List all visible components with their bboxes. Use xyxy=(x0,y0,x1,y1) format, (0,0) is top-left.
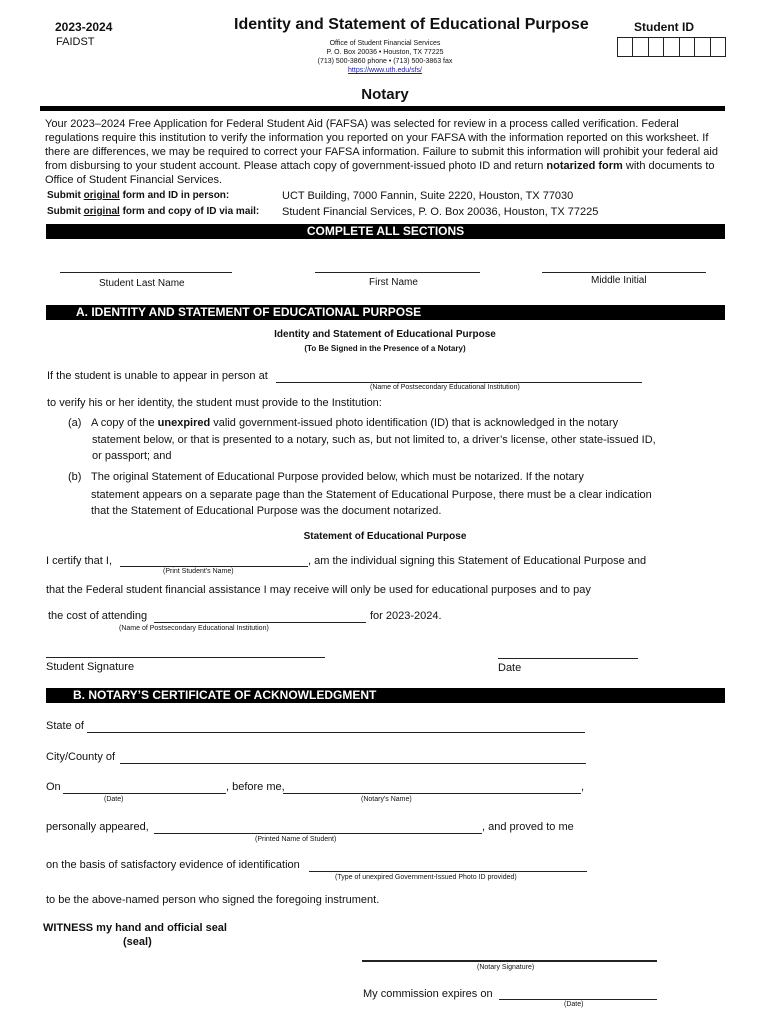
complete-all-sections-bar: COMPLETE ALL SECTIONS xyxy=(46,224,725,239)
submit-via-mail-label xyxy=(47,206,259,217)
student-signature-label: Student Signature xyxy=(46,661,135,673)
submit-via-mail-a: Submit xyxy=(47,206,84,217)
item-a-line1-post: valid government-issued photo identification (ID) that is acknowledged in the notary xyxy=(210,417,619,429)
seal-text: (seal) xyxy=(123,936,152,948)
certify-pre-text: I certify that I, xyxy=(46,555,113,567)
office-address: P. O. Box 20036 • Houston, TX 77225 xyxy=(326,49,444,56)
above-named-text: to be the above-named person who signed the foregoing instrument. xyxy=(46,894,380,906)
on-label: On xyxy=(46,781,61,793)
cost-year-text: for 2023-2024. xyxy=(370,610,442,622)
print-name-caption: (Print Student's Name) xyxy=(163,568,234,575)
submit-in-person-b: form and ID in person: xyxy=(119,190,230,201)
middle-initial-field[interactable] xyxy=(542,272,706,273)
item-b-line3: that the Statement of Educational Purpose was the document notarized. xyxy=(91,505,442,517)
notary-date-caption: (Date) xyxy=(104,796,124,803)
intro-text-post: with documents to Office of Student Financial Services. xyxy=(45,160,715,186)
office-url-link[interactable]: https://www.uth.edu/sfs/ xyxy=(348,67,422,74)
item-b-line1: The original Statement of Educational Purpose provided below, which must be notarized. If the notary xyxy=(91,471,584,483)
photo-id-type-field[interactable] xyxy=(309,871,587,872)
photo-id-type-caption: (Type of unexpired Government-Issued Photo ID provided) xyxy=(335,874,517,881)
cost-of-attending-text: the cost of attending xyxy=(48,610,148,622)
item-a-line2: statement below, or that is presented to a notary, such as, but not limited to, a driver’s license, other state-issued ID, xyxy=(92,434,656,446)
intro-text-pre: Your 2023–2024 Free Application for Federal Student Aid (FAFSA) was selected for review in a process called verification. Federal regulations require this institution to verify the information you reported on your FAFSA with the information reported on this worksheet. If there are differences, we may be required to correct your FAFSA information. Failure to submit this information will prohibit your federal aid from disbursing to your student account. Please attach copy of government-issued photo ID and return xyxy=(45,118,718,172)
notary-signature-field[interactable] xyxy=(362,960,657,962)
header-divider xyxy=(40,106,725,111)
form-code: FAIDST xyxy=(56,36,95,48)
certify-post-text: , am the individual signing this Statement of Educational Purpose and xyxy=(308,555,647,567)
item-a-line3: or passport; and xyxy=(92,450,172,462)
before-me-text: , before me, xyxy=(226,781,285,793)
financial-purpose-text: that the Federal student financial assistance I may receive will only be used for educational purposes and to pay xyxy=(46,584,591,596)
item-a-line1-bold: unexpired xyxy=(157,417,211,429)
office-url-wrap xyxy=(0,67,770,74)
item-b-label: (b) xyxy=(68,471,82,483)
notary-subtitle: Notary xyxy=(361,86,409,103)
student-date-field[interactable] xyxy=(498,658,638,659)
state-of-label: State of xyxy=(46,720,84,732)
item-a-line1 xyxy=(91,417,618,429)
notary-date-field[interactable] xyxy=(63,793,226,794)
student-id-label: Student ID xyxy=(634,20,694,34)
personally-appeared-text: personally appeared, xyxy=(46,821,149,833)
submit-via-mail-u: original xyxy=(83,206,120,217)
submit-in-person-a: Submit xyxy=(47,190,84,201)
commission-expires-text: My commission expires on xyxy=(363,988,493,1000)
witness-text: WITNESS my hand and official seal xyxy=(43,922,227,934)
notary-name-field[interactable] xyxy=(283,793,581,794)
submit-in-person-u: original xyxy=(83,190,120,201)
office-phone: (713) 500-3860 phone • (713) 500-3863 fax xyxy=(317,58,453,65)
middle-initial-label: Middle Initial xyxy=(591,275,647,286)
intro-paragraph xyxy=(45,117,725,187)
submit-in-person-address: UCT Building, 7000 Fannin, Suite 2220, Houston, TX 77030 xyxy=(282,190,574,202)
printed-student-name-field[interactable] xyxy=(154,833,482,834)
proved-to-me-text: , and proved to me xyxy=(482,821,574,833)
item-b-line2: statement appears on a separate page than the Statement of Educational Purpose, there must be a clear indication xyxy=(91,489,652,501)
notary-signature-caption: (Notary Signature) xyxy=(477,964,535,971)
student-date-label: Date xyxy=(498,662,522,674)
item-a-line1-pre: A copy of the xyxy=(91,417,158,429)
section-a-heading: A. IDENTITY AND STATEMENT OF EDUCATIONAL PURPOSE xyxy=(46,305,725,320)
intro-text-bold: notarized form xyxy=(546,160,623,172)
verify-identity-text: to verify his or her identity, the student must provide to the Institution: xyxy=(47,397,382,409)
first-name-label: First Name xyxy=(369,277,418,288)
before-me-comma: , xyxy=(581,781,585,793)
notary-name-caption: (Notary's Name) xyxy=(361,796,412,803)
cost-institution-field[interactable] xyxy=(154,622,366,623)
submit-via-mail-b: form and copy of ID via mail: xyxy=(119,206,260,217)
office-name: Office of Student Financial Services xyxy=(329,40,441,47)
section-b-heading: B. NOTARY’S CERTIFICATE OF ACKNOWLEDGMENT xyxy=(46,688,725,703)
unable-appear-text: If the student is unable to appear in person at xyxy=(47,370,268,382)
submit-in-person-label xyxy=(47,190,229,201)
city-county-label: City/County of xyxy=(46,751,116,763)
submit-via-mail-address: Student Financial Services, P. O. Box 20036, Houston, TX 77225 xyxy=(282,206,599,218)
item-a-label: (a) xyxy=(68,417,82,429)
cost-institution-caption: (Name of Postsecondary Educational Institution) xyxy=(119,625,269,632)
first-name-field[interactable] xyxy=(315,272,480,273)
form-title: Identity and Statement of Educational Purpose xyxy=(234,16,589,33)
last-name-field[interactable] xyxy=(60,272,232,273)
commission-date-caption: (Date) xyxy=(564,1001,584,1008)
institution-name-field[interactable] xyxy=(276,382,642,383)
section-a-subtitle: Identity and Statement of Educational Purpose xyxy=(274,329,496,340)
statement-title: Statement of Educational Purpose xyxy=(303,531,467,542)
satisfactory-evidence-text: on the basis of satisfactory evidence of identification xyxy=(46,859,300,871)
printed-student-name-caption: (Printed Name of Student) xyxy=(255,836,337,843)
student-signature-field[interactable] xyxy=(46,657,325,658)
print-student-name-field[interactable] xyxy=(120,566,308,567)
last-name-label: Student Last Name xyxy=(99,278,185,289)
city-county-field[interactable] xyxy=(120,763,586,764)
form-year: 2023-2024 xyxy=(55,20,113,34)
state-of-field[interactable] xyxy=(87,732,585,733)
institution-name-caption: (Name of Postsecondary Educational Institution) xyxy=(370,384,520,391)
commission-date-field[interactable] xyxy=(499,999,657,1000)
section-a-notary-note: (To Be Signed in the Presence of a Notary) xyxy=(304,344,466,353)
